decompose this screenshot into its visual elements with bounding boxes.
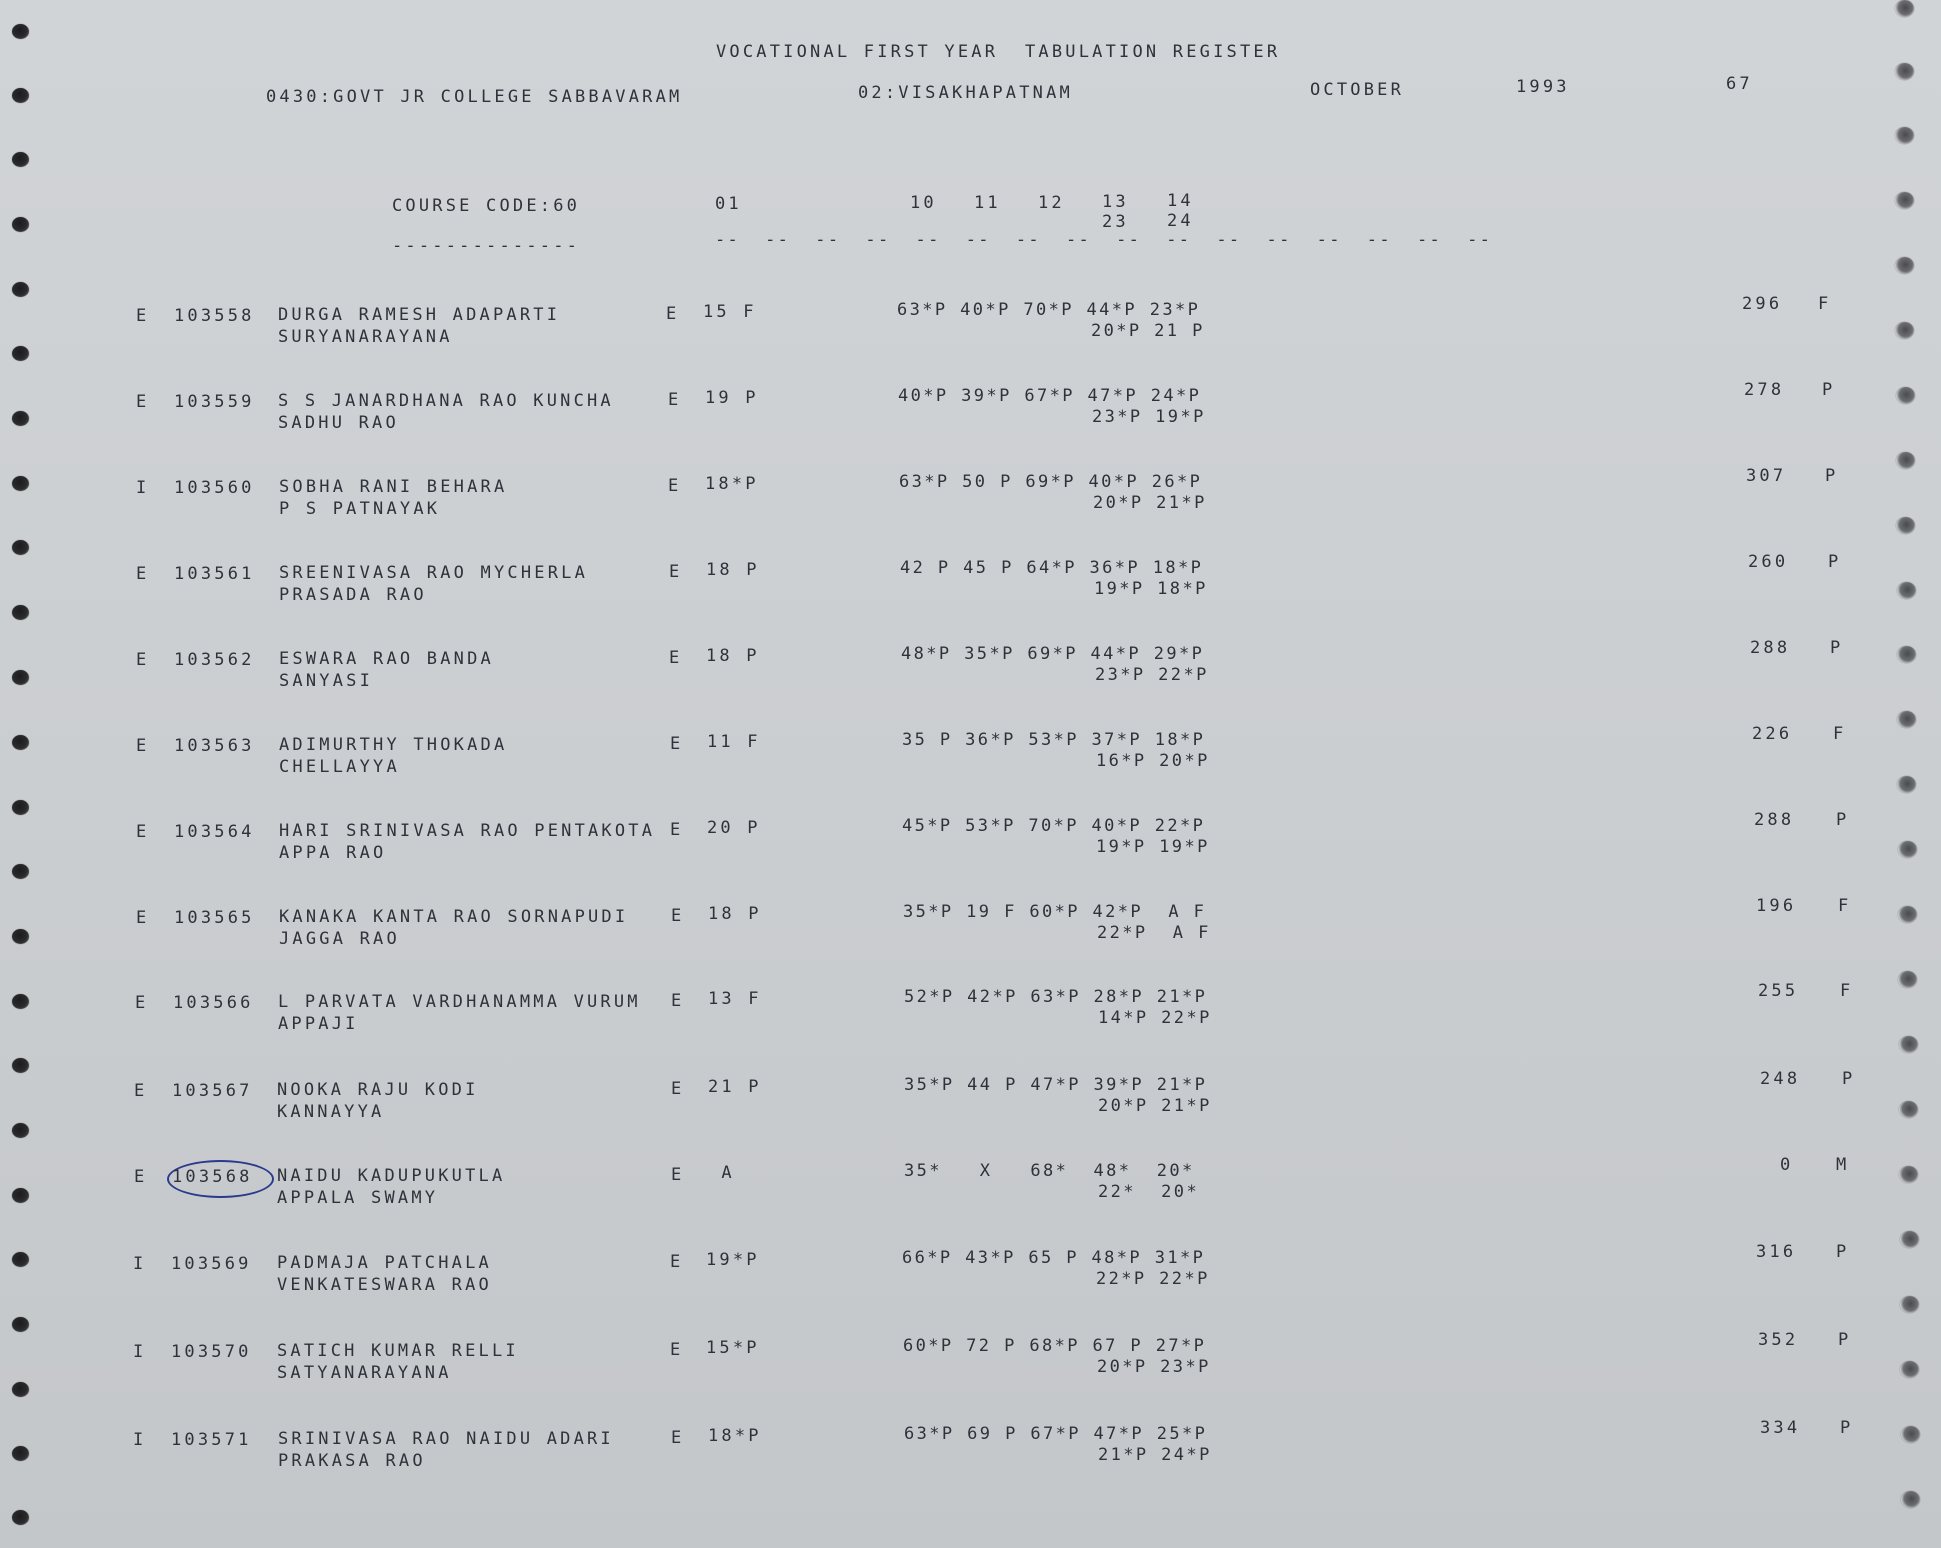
record-medium: E	[670, 1340, 684, 1360]
record-marks-01: 19 P	[705, 388, 759, 408]
record-id: 103565	[174, 908, 255, 928]
record-result: P	[1836, 1242, 1850, 1262]
record-result: P	[1836, 810, 1850, 830]
feed-hole	[12, 476, 29, 491]
record-marks-row1: 63*P 50 P 69*P 40*P 26*P	[899, 472, 1203, 492]
record-total: 334	[1760, 1418, 1801, 1438]
feed-hole	[12, 540, 29, 555]
record-medium: E	[671, 1079, 685, 1099]
course-code: COURSE CODE:60	[392, 196, 581, 216]
record-marks-01: 20 P	[707, 818, 761, 838]
record-id: 103562	[174, 650, 255, 670]
record-category: E	[136, 564, 150, 584]
record-medium: E	[670, 1252, 684, 1272]
record-id: 103570	[171, 1342, 252, 1362]
record-marks-01: 21 P	[708, 1077, 762, 1097]
college-name: 0430:GOVT JR COLLEGE SABBAVARAM	[266, 87, 683, 107]
record-marks-row2: 23*P 19*P	[1092, 407, 1206, 427]
record-name: SREENIVASA RAO MYCHERLA	[279, 563, 589, 583]
record-marks-row2: 16*P 20*P	[1096, 751, 1210, 771]
record-id: 103568	[172, 1167, 253, 1187]
record-result: F	[1838, 896, 1852, 916]
record-marks-01: 11 F	[707, 732, 761, 752]
record-marks-01: 15 F	[703, 302, 757, 322]
record-marks-01: 15*P	[706, 1338, 760, 1358]
record-category: E	[136, 306, 150, 326]
feed-hole	[12, 411, 29, 426]
feed-hole	[1897, 646, 1916, 663]
feed-hole	[12, 735, 29, 750]
record-result: P	[1840, 1418, 1854, 1438]
record-total: 288	[1750, 638, 1791, 658]
record-marks-row2: 20*P 21 P	[1091, 321, 1205, 341]
col-13-heading: 13	[1102, 192, 1129, 212]
feed-hole	[1899, 1101, 1918, 1118]
feed-hole	[12, 1382, 29, 1397]
page-number: 67	[1726, 74, 1753, 94]
record-parent-name: SATYANARAYANA	[277, 1363, 452, 1383]
record-name: KANAKA KANTA RAO SORNAPUDI	[279, 907, 629, 927]
record-parent-name: VENKATESWARA RAO	[277, 1275, 492, 1295]
feed-hole	[1900, 1296, 1919, 1313]
record-id: 103560	[174, 478, 255, 498]
feed-hole	[1897, 582, 1916, 599]
col-24-heading: 24	[1167, 211, 1194, 231]
feed-hole	[12, 1058, 29, 1073]
record-parent-name: PRASADA RAO	[279, 585, 427, 605]
feed-hole	[12, 1446, 29, 1461]
record-marks-row1: 48*P 35*P 69*P 44*P 29*P	[901, 644, 1205, 664]
record-medium: E	[668, 390, 682, 410]
record-name: PADMAJA PATCHALA	[277, 1253, 492, 1273]
record-category: I	[133, 1430, 147, 1450]
record-id: 103561	[174, 564, 255, 584]
feed-hole	[1895, 127, 1914, 144]
record-medium: E	[671, 906, 685, 926]
record-result: P	[1822, 380, 1836, 400]
record-category: I	[136, 478, 150, 498]
feed-hole	[12, 800, 29, 815]
feed-hole	[1895, 63, 1914, 80]
record-category: E	[136, 392, 150, 412]
record-marks-row1: 60*P 72 P 68*P 67 P 27*P	[903, 1336, 1207, 1356]
record-category: E	[134, 1167, 148, 1187]
record-name: NAIDU KADUPUKUTLA	[277, 1166, 506, 1186]
feed-hole	[12, 152, 29, 167]
feed-hole	[1896, 517, 1915, 534]
exam-month: OCTOBER	[1310, 80, 1405, 100]
feed-hole	[12, 88, 29, 103]
record-marks-row2: 20*P 21*P	[1093, 493, 1207, 513]
record-parent-name: APPALA SWAMY	[277, 1188, 439, 1208]
record-name: ESWARA RAO BANDA	[279, 649, 494, 669]
record-total: 278	[1744, 380, 1785, 400]
record-name: ADIMURTHY THOKADA	[279, 735, 508, 755]
col-10-heading: 10	[910, 193, 937, 213]
record-marks-01: 18 P	[708, 904, 762, 924]
record-medium: E	[670, 820, 684, 840]
course-code-underline: --------------	[392, 236, 581, 256]
record-medium: E	[671, 1428, 685, 1448]
feed-hole	[1897, 776, 1916, 793]
record-total: 307	[1746, 466, 1787, 486]
record-parent-name: P S PATNAYAK	[279, 499, 441, 519]
record-total: 316	[1756, 1242, 1797, 1262]
record-result: P	[1828, 552, 1842, 572]
record-category: E	[136, 908, 150, 928]
record-result: P	[1825, 466, 1839, 486]
register-title: VOCATIONAL FIRST YEAR TABULATION REGISTER	[716, 42, 1281, 62]
feed-hole	[12, 864, 29, 879]
feed-hole	[12, 1510, 29, 1525]
col-23-heading: 23	[1102, 212, 1129, 232]
record-marks-01: 13 F	[708, 989, 762, 1009]
feed-hole	[1895, 0, 1914, 17]
record-parent-name: CHELLAYYA	[279, 757, 400, 777]
feed-hole	[12, 929, 29, 944]
record-id: 103564	[174, 822, 255, 842]
record-marks-row2: 22*P A F	[1097, 923, 1211, 943]
record-parent-name: APPAJI	[278, 1014, 359, 1034]
record-marks-row1: 45*P 53*P 70*P 40*P 22*P	[902, 816, 1206, 836]
record-parent-name: SADHU RAO	[278, 413, 399, 433]
record-parent-name: SANYASI	[279, 671, 374, 691]
record-name: NOOKA RAJU KODI	[277, 1080, 479, 1100]
record-name: L PARVATA VARDHANAMMA VURUM	[278, 992, 641, 1012]
feed-hole	[12, 1252, 29, 1267]
record-total: 296	[1742, 294, 1783, 314]
feed-hole	[1898, 971, 1917, 988]
record-medium: E	[670, 734, 684, 754]
record-marks-01: 18 P	[706, 646, 760, 666]
record-total: 255	[1758, 981, 1799, 1001]
column-dash-rule: -- -- -- -- -- -- -- -- -- -- -- -- -- -- -- --	[715, 230, 1493, 250]
feed-hole	[1896, 452, 1915, 469]
record-marks-row1: 40*P 39*P 67*P 47*P 24*P	[898, 386, 1202, 406]
record-category: E	[135, 993, 149, 1013]
record-result: P	[1838, 1330, 1852, 1350]
record-medium: E	[668, 476, 682, 496]
record-name: S S JANARDHANA RAO KUNCHA	[278, 391, 614, 411]
record-result: F	[1818, 294, 1832, 314]
record-id: 103566	[173, 993, 254, 1013]
feed-hole	[12, 605, 29, 620]
record-id: 103571	[171, 1430, 252, 1450]
record-id: 103567	[172, 1081, 253, 1101]
record-category: E	[134, 1081, 148, 1101]
record-total: 260	[1748, 552, 1789, 572]
record-marks-row2: 20*P 21*P	[1098, 1096, 1212, 1116]
record-marks-row2: 19*P 19*P	[1096, 837, 1210, 857]
record-marks-row2: 14*P 22*P	[1098, 1008, 1212, 1028]
record-medium: E	[671, 1165, 685, 1185]
feed-hole	[12, 217, 29, 232]
exam-year: 1993	[1516, 77, 1570, 97]
record-marks-01: A	[708, 1163, 735, 1183]
record-marks-01: 18*P	[705, 474, 759, 494]
record-medium: E	[666, 304, 680, 324]
feed-hole	[1895, 192, 1914, 209]
feed-hole	[1901, 1426, 1920, 1443]
feed-hole	[1895, 257, 1914, 274]
record-result: M	[1836, 1155, 1850, 1175]
col-12-heading: 12	[1038, 193, 1065, 213]
record-medium: E	[671, 991, 685, 1011]
record-marks-row2: 20*P 23*P	[1097, 1357, 1211, 1377]
feed-hole	[1900, 1231, 1919, 1248]
district-name: 02:VISAKHAPATNAM	[858, 83, 1073, 103]
record-marks-row2: 22* 20*	[1098, 1182, 1200, 1202]
feed-hole	[12, 670, 29, 685]
record-category: I	[133, 1254, 147, 1274]
record-name: SOBHA RANI BEHARA	[279, 477, 508, 497]
feed-hole	[1897, 711, 1916, 728]
record-parent-name: SURYANARAYANA	[278, 327, 453, 347]
record-total: 196	[1756, 896, 1797, 916]
record-id: 103559	[174, 392, 255, 412]
record-name: DURGA RAMESH ADAPARTI	[278, 305, 561, 325]
record-category: E	[136, 822, 150, 842]
col-11-heading: 11	[974, 193, 1001, 213]
record-parent-name: APPA RAO	[279, 843, 387, 863]
feed-hole	[12, 1317, 29, 1332]
feed-hole	[1899, 1166, 1918, 1183]
record-result: P	[1830, 638, 1844, 658]
feed-hole	[1900, 1361, 1919, 1378]
record-total: 352	[1758, 1330, 1799, 1350]
record-medium: E	[669, 562, 683, 582]
record-marks-row1: 35* X 68* 48* 20*	[904, 1161, 1195, 1181]
record-total: 0	[1780, 1155, 1794, 1175]
record-marks-row2: 23*P 22*P	[1095, 665, 1209, 685]
record-marks-row1: 63*P 69 P 67*P 47*P 25*P	[904, 1424, 1208, 1444]
feed-hole	[1898, 841, 1917, 858]
record-id: 103558	[174, 306, 255, 326]
record-marks-row2: 19*P 18*P	[1094, 579, 1208, 599]
feed-hole	[1898, 906, 1917, 923]
record-total: 226	[1752, 724, 1793, 744]
feed-hole	[12, 994, 29, 1009]
record-marks-row1: 35 P 36*P 53*P 37*P 18*P	[902, 730, 1206, 750]
record-marks-row1: 52*P 42*P 63*P 28*P 21*P	[904, 987, 1208, 1007]
record-name: SRINIVASA RAO NAIDU ADARI	[278, 1429, 614, 1449]
record-name: HARI SRINIVASA RAO PENTAKOTA	[279, 821, 656, 841]
record-result: F	[1840, 981, 1854, 1001]
record-id: 103569	[171, 1254, 252, 1274]
record-total: 288	[1754, 810, 1795, 830]
feed-hole	[12, 24, 29, 39]
feed-hole	[12, 1123, 29, 1138]
feed-hole	[1895, 322, 1914, 339]
record-marks-01: 18*P	[708, 1426, 762, 1446]
feed-hole	[12, 282, 29, 297]
record-marks-row2: 22*P 22*P	[1096, 1269, 1210, 1289]
record-id: 103563	[174, 736, 255, 756]
record-parent-name: PRAKASA RAO	[278, 1451, 426, 1471]
record-parent-name: JAGGA RAO	[279, 929, 400, 949]
record-result: P	[1842, 1069, 1856, 1089]
record-result: F	[1833, 724, 1847, 744]
record-marks-01: 19*P	[706, 1250, 760, 1270]
record-category: I	[133, 1342, 147, 1362]
record-marks-row1: 42 P 45 P 64*P 36*P 18*P	[900, 558, 1204, 578]
record-marks-row1: 35*P 19 F 60*P 42*P A F	[903, 902, 1207, 922]
col-01-heading: 01	[715, 194, 742, 214]
record-medium: E	[669, 648, 683, 668]
record-marks-row1: 66*P 43*P 65 P 48*P 31*P	[902, 1248, 1206, 1268]
record-name: SATICH KUMAR RELLI	[277, 1341, 519, 1361]
record-category: E	[136, 736, 150, 756]
record-marks-row1: 63*P 40*P 70*P 44*P 23*P	[897, 300, 1201, 320]
col-14-heading: 14	[1167, 191, 1194, 211]
feed-hole	[1899, 1036, 1918, 1053]
feed-hole	[12, 346, 29, 361]
record-marks-row1: 35*P 44 P 47*P 39*P 21*P	[904, 1075, 1208, 1095]
feed-hole	[1901, 1491, 1920, 1508]
record-marks-01: 18 P	[706, 560, 760, 580]
feed-hole	[12, 1188, 29, 1203]
record-total: 248	[1760, 1069, 1801, 1089]
feed-hole	[1896, 387, 1915, 404]
record-parent-name: KANNAYYA	[277, 1102, 385, 1122]
record-category: E	[136, 650, 150, 670]
record-marks-row2: 21*P 24*P	[1098, 1445, 1212, 1465]
